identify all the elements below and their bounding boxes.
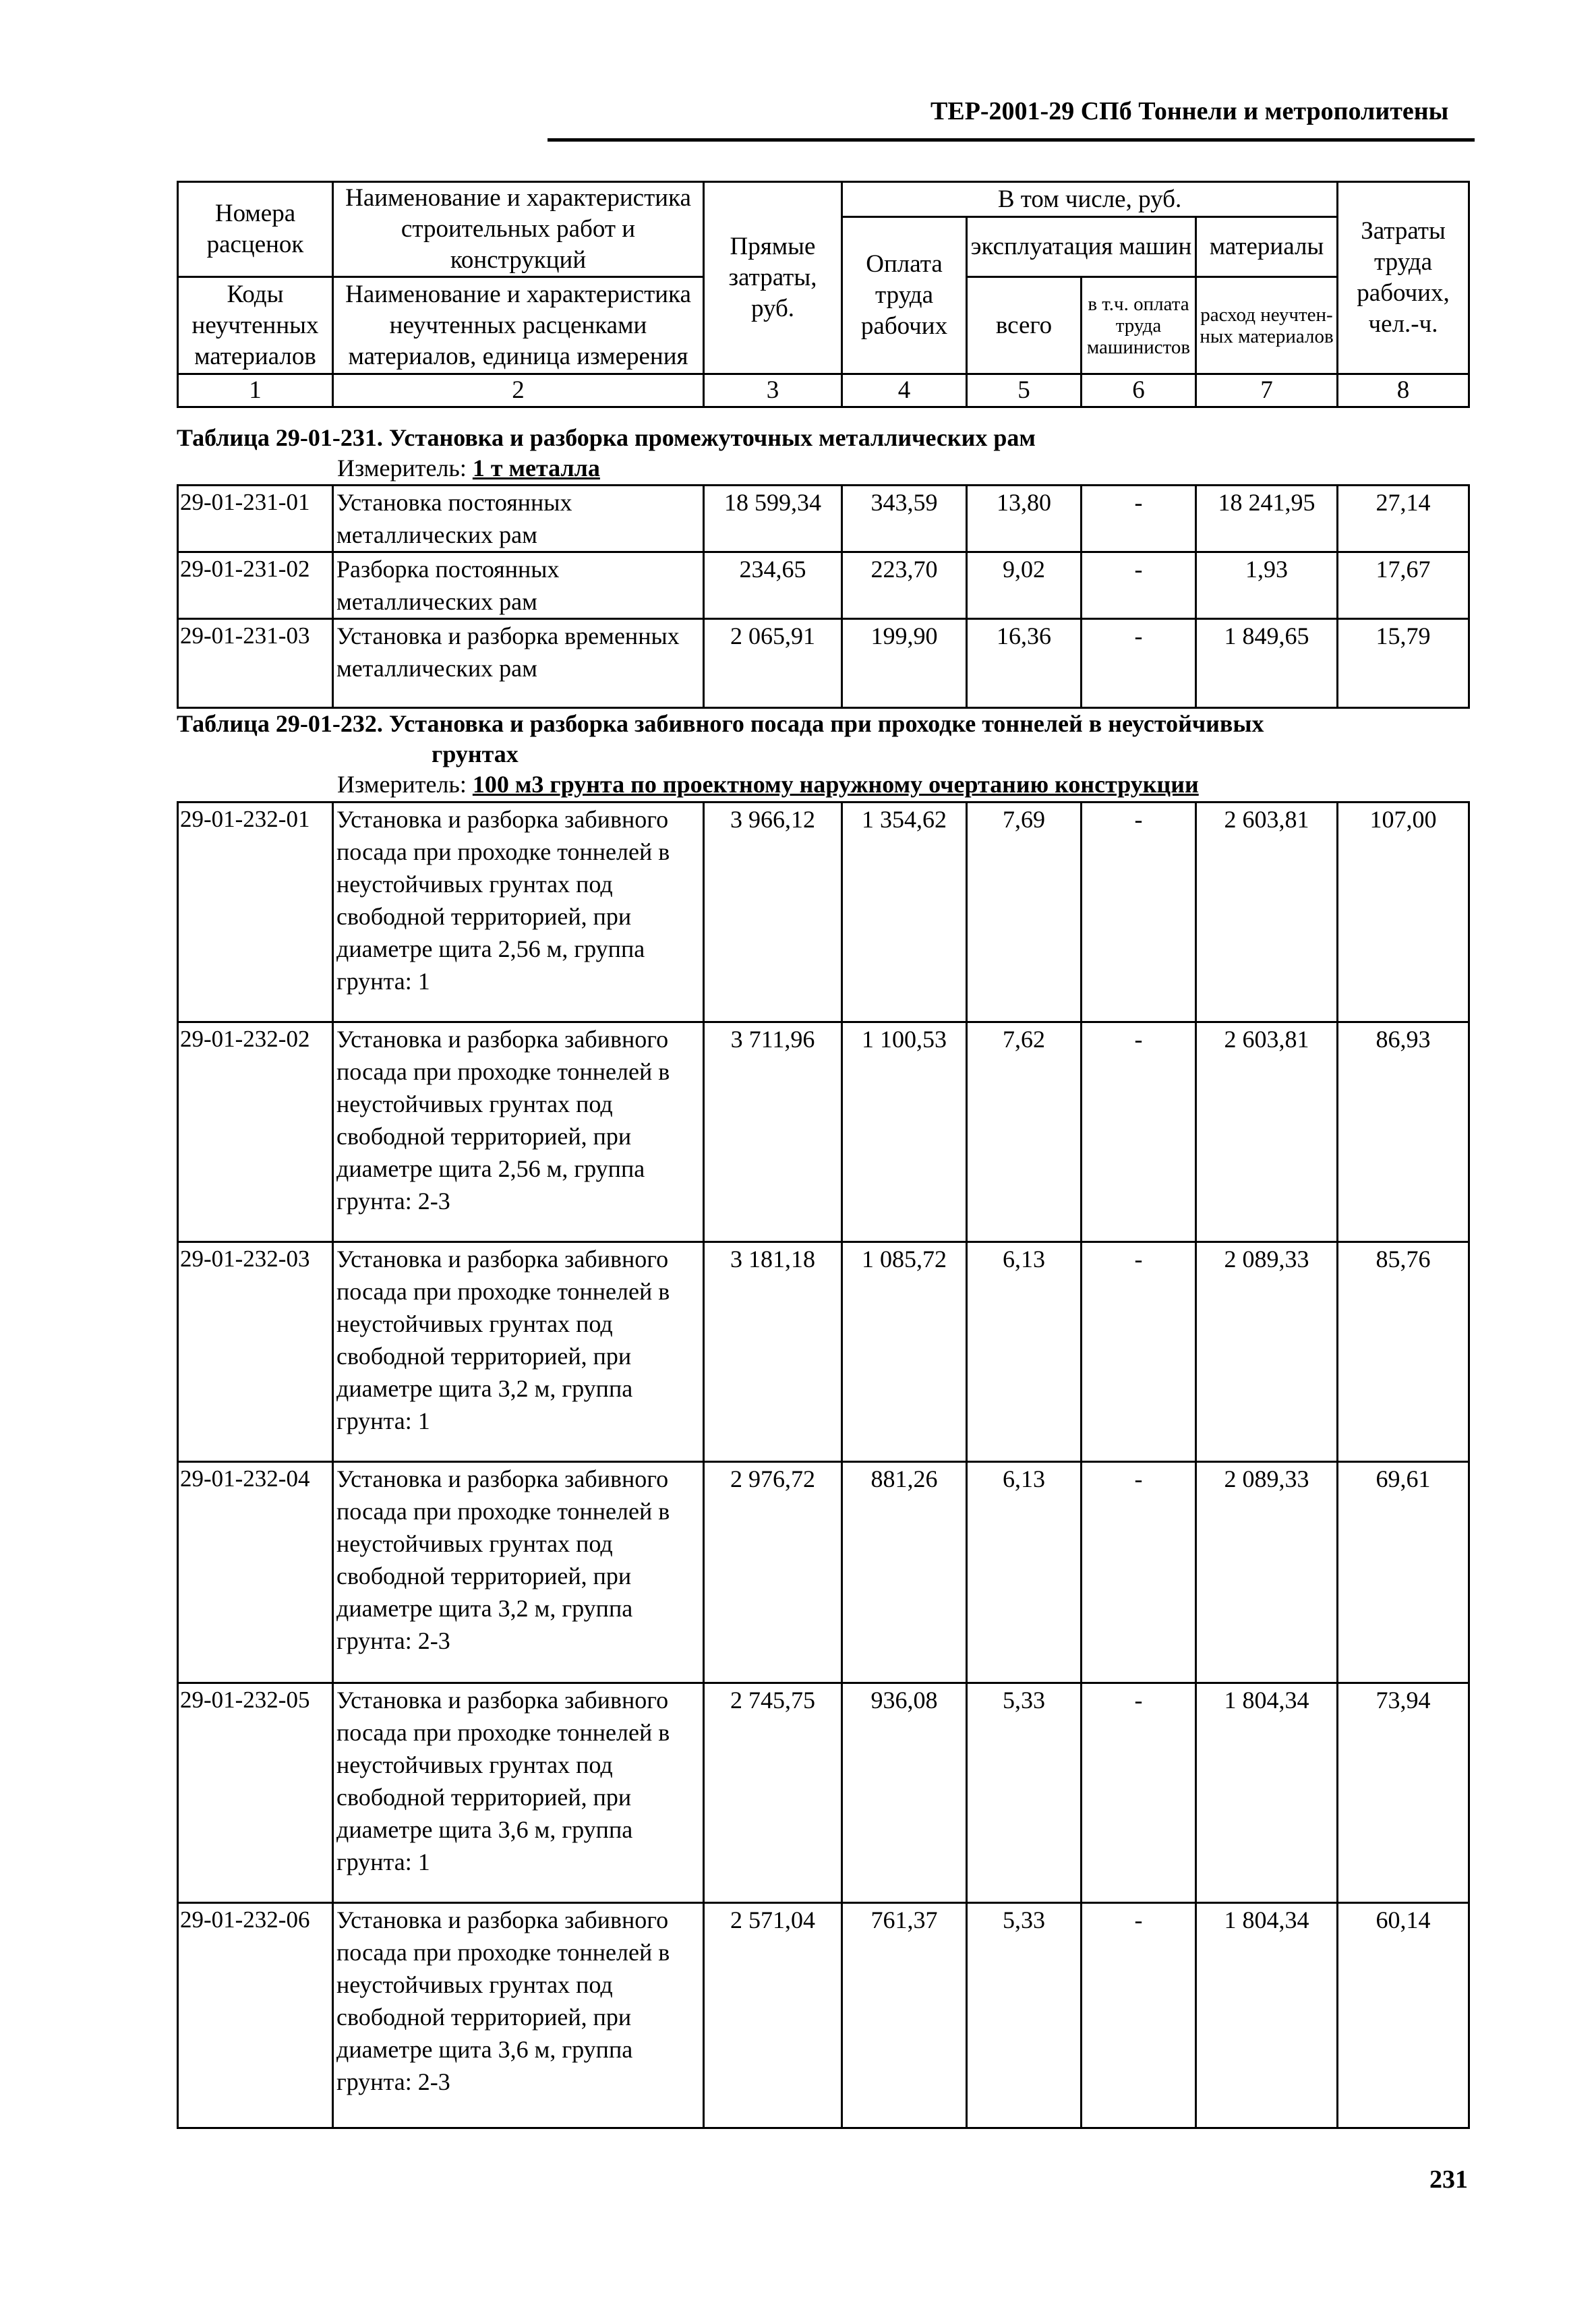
row-materials: 2 603,81 (1196, 803, 1338, 1022)
table-row (178, 1683, 1469, 1903)
row-labor: 69,61 (1338, 1462, 1469, 1683)
col-number: 1 (178, 374, 333, 407)
row-machines-pay: - (1082, 1903, 1196, 2128)
row-materials: 1 804,34 (1196, 1903, 1338, 2128)
row-name: Разборка постоянных металлических рам (333, 552, 704, 619)
row-name: Установка и разборка забивного посада при проходке тоннелей в неустойчивых грунтах под свободной территорией, при диаметре щита 3,6 м, группа грунта: 1 (333, 1683, 704, 1903)
col-number: 7 (1196, 374, 1338, 407)
measure-label: Измеритель: (337, 455, 467, 482)
row-labor: 85,76 (1338, 1242, 1469, 1462)
page-number: 231 (1429, 2165, 1468, 2194)
row-labor: 60,14 (1338, 1903, 1469, 2128)
row-labor-pay: 936,08 (842, 1683, 967, 1903)
row-labor: 86,93 (1338, 1022, 1469, 1242)
row-materials: 2 089,33 (1196, 1462, 1338, 1683)
row-name: Установка и разборка забивного посада при проходке тоннелей в неустойчивых грунтах под свободной территорией, при диаметре щита 3,2 м, группа грунта: 1 (333, 1242, 704, 1462)
table-row (178, 1903, 1469, 2128)
col-number: 5 (967, 374, 1082, 407)
row-materials: 1 849,65 (1196, 619, 1338, 708)
col-number: 4 (842, 374, 967, 407)
row-direct: 2 571,04 (704, 1903, 842, 2128)
row-machines: 16,36 (967, 619, 1082, 708)
table-232-measure (337, 770, 1199, 798)
row-labor-pay: 761,37 (842, 1903, 967, 2128)
table-row (178, 803, 1469, 1022)
row-labor-pay: 199,90 (842, 619, 967, 708)
col-machines-total: всего (967, 277, 1082, 374)
row-labor-pay: 1 354,62 (842, 803, 967, 1022)
row-name: Установка и разборка забивного посада при проходке тоннелей в неустойчивых грунтах под свободной территорией, при диаметре щита 2,56 м, группа грунта: 1 (333, 803, 704, 1022)
row-machines: 6,13 (967, 1242, 1082, 1462)
col-number: 8 (1338, 374, 1469, 407)
row-machines: 5,33 (967, 1903, 1082, 2128)
table-row (178, 486, 1469, 552)
row-name: Установка и разборка забивного посада при проходке тоннелей в неустойчивых грунтах под свободной территорией, при диаметре щита 3,6 м, группа грунта: 2-3 (333, 1903, 704, 2128)
row-machines: 5,33 (967, 1683, 1082, 1903)
col-name-bottom: Наименование и характеристика неучтенных расценками материалов, единица измерения (333, 277, 704, 374)
row-name: Установка и разборка забивного посада при проходке тоннелей в неустойчивых грунтах под свободной территорией, при диаметре щита 2,56 м, группа грунта: 2-3 (333, 1022, 704, 1242)
col-number: 2 (333, 374, 704, 407)
table-232-caption-line2: грунтах (432, 740, 519, 767)
row-machines: 13,80 (967, 486, 1082, 552)
table-231 (177, 484, 1470, 709)
row-machines-pay: - (1082, 1022, 1196, 1242)
col-materials-use: расход неучтен-ных материалов (1196, 277, 1338, 374)
row-machines-pay: - (1082, 486, 1196, 552)
row-name: Установка постоянных металлических рам (333, 486, 704, 552)
col-machines: эксплуатация машин (967, 217, 1196, 277)
col-labor: Затраты труда рабочих, чел.-ч. (1338, 182, 1469, 374)
page-header-title: ТЕР-2001-29 СПб Тоннели и метрополитены (930, 97, 1449, 125)
row-direct: 3 966,12 (704, 803, 842, 1022)
column-header-table (177, 181, 1470, 408)
table-row (178, 619, 1469, 708)
row-code: 29-01-232-02 (178, 1022, 333, 1242)
measure-value: 1 т металла (472, 455, 600, 482)
col-machines-pay: в т.ч. оплата труда машинистов (1082, 277, 1196, 374)
row-machines-pay: - (1082, 803, 1196, 1022)
row-labor: 15,79 (1338, 619, 1469, 708)
row-name: Установка и разборка временных металлических рам (333, 619, 704, 708)
row-direct: 18 599,34 (704, 486, 842, 552)
row-direct: 234,65 (704, 552, 842, 619)
table-row (178, 552, 1469, 619)
row-direct: 2 065,91 (704, 619, 842, 708)
row-direct: 2 745,75 (704, 1683, 842, 1903)
row-labor-pay: 881,26 (842, 1462, 967, 1683)
table-231-measure (337, 454, 600, 482)
table-231-caption: Таблица 29-01-231. Установка и разборка промежуточных металлических рам (177, 424, 1036, 451)
row-direct: 3 181,18 (704, 1242, 842, 1462)
row-materials: 1 804,34 (1196, 1683, 1338, 1903)
row-code: 29-01-232-01 (178, 803, 333, 1022)
row-code: 29-01-231-01 (178, 486, 333, 552)
row-materials: 2 603,81 (1196, 1022, 1338, 1242)
row-materials: 1,93 (1196, 552, 1338, 619)
row-machines-pay: - (1082, 1462, 1196, 1683)
row-machines: 7,62 (967, 1022, 1082, 1242)
col-labor-pay: Оплата труда рабочих (842, 217, 967, 374)
row-materials: 18 241,95 (1196, 486, 1338, 552)
row-labor: 73,94 (1338, 1683, 1469, 1903)
row-direct: 3 711,96 (704, 1022, 842, 1242)
row-code: 29-01-231-02 (178, 552, 333, 619)
table-232-caption-line1: Таблица 29-01-232. Установка и разборка забивного посада при проходке тоннелей в неустойчивых (177, 710, 1264, 737)
row-labor: 17,67 (1338, 552, 1469, 619)
col-incl: В том числе, руб. (842, 182, 1338, 217)
row-labor: 107,00 (1338, 803, 1469, 1022)
row-machines-pay: - (1082, 1242, 1196, 1462)
row-labor-pay: 223,70 (842, 552, 967, 619)
table-232 (177, 801, 1470, 2129)
row-machines-pay: - (1082, 1683, 1196, 1903)
row-code: 29-01-231-03 (178, 619, 333, 708)
col-name-top: Наименование и характеристика строительных работ и конструкций (333, 182, 704, 277)
col-direct: Прямые затраты, руб. (704, 182, 842, 374)
col-number: 6 (1082, 374, 1196, 407)
row-labor-pay: 1 100,53 (842, 1022, 967, 1242)
col-code-bottom: Коды неучтенных материалов (178, 277, 333, 374)
row-code: 29-01-232-03 (178, 1242, 333, 1462)
row-materials: 2 089,33 (1196, 1242, 1338, 1462)
row-machines-pay: - (1082, 552, 1196, 619)
col-code-top: Номера расценок (178, 182, 333, 277)
row-labor: 27,14 (1338, 486, 1469, 552)
row-name: Установка и разборка забивного посада при проходке тоннелей в неустойчивых грунтах под свободной территорией, при диаметре щита 3,2 м, группа грунта: 2-3 (333, 1462, 704, 1683)
row-machines: 7,69 (967, 803, 1082, 1022)
row-machines: 6,13 (967, 1462, 1082, 1683)
row-code: 29-01-232-04 (178, 1462, 333, 1683)
table-row (178, 1242, 1469, 1462)
col-materials: материалы (1196, 217, 1338, 277)
col-number: 3 (704, 374, 842, 407)
table-row (178, 1022, 1469, 1242)
row-code: 29-01-232-06 (178, 1903, 333, 2128)
row-machines: 9,02 (967, 552, 1082, 619)
row-labor-pay: 1 085,72 (842, 1242, 967, 1462)
measure-label: Измеритель: (337, 771, 467, 798)
row-machines-pay: - (1082, 619, 1196, 708)
measure-value: 100 м3 грунта по проектному наружному очертанию конструкции (472, 771, 1199, 798)
row-labor-pay: 343,59 (842, 486, 967, 552)
row-direct: 2 976,72 (704, 1462, 842, 1683)
header-rule (548, 138, 1475, 142)
table-row (178, 1462, 1469, 1683)
row-code: 29-01-232-05 (178, 1683, 333, 1903)
